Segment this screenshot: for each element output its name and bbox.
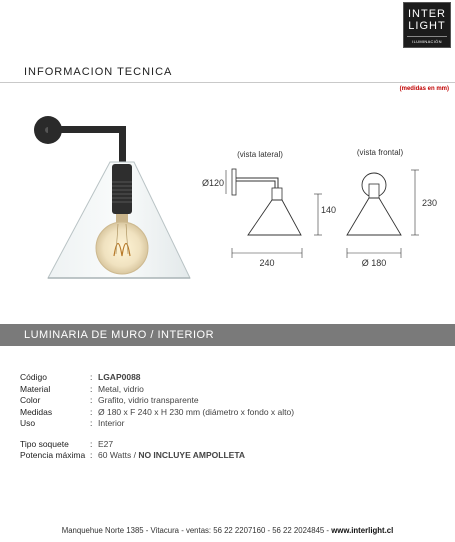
spec-row-codigo xyxy=(20,372,294,384)
dim-diameter: Ø 180 xyxy=(361,258,387,268)
section-title: INFORMACION TECNICA xyxy=(24,66,173,78)
spec-label: Potencia máxima xyxy=(20,450,86,460)
spec-separator: : xyxy=(90,418,93,428)
frontal-view-label: (vista frontal) xyxy=(356,148,404,157)
spec-label: Uso xyxy=(20,418,36,428)
spec-separator: : xyxy=(90,406,93,417)
spec-label: Material xyxy=(20,383,51,394)
socket xyxy=(112,164,132,214)
title-divider xyxy=(0,82,455,83)
spec-row-potencia xyxy=(20,450,294,462)
spec-row-uso xyxy=(20,418,294,430)
spec-label: Medidas xyxy=(20,406,53,417)
product-category-band xyxy=(0,324,455,346)
bulb xyxy=(96,222,148,274)
lateral-view-label: (vista lateral) xyxy=(237,150,283,159)
dim-depth: 240 xyxy=(259,258,275,268)
footer-contact: Manquehue Norte 1385 - Vitacura - ventas: 56 22 2207160 - 56 22 2024845 - xyxy=(61,526,332,535)
spec-value: LGAP0088 xyxy=(98,372,141,382)
spec-separator: : xyxy=(90,395,93,405)
logo-line-2: LIGHT xyxy=(408,20,446,32)
spec-label: Color xyxy=(20,395,41,405)
logo-line-3: ILUMINACIÓN xyxy=(407,36,447,44)
interlight-logo xyxy=(403,2,451,48)
logo-line-1: INTER xyxy=(408,8,446,20)
technical-drawing xyxy=(180,140,455,290)
spec-list xyxy=(20,372,294,462)
spec-separator: : xyxy=(90,438,93,449)
spec-label: Código xyxy=(20,372,47,382)
dim-height-front: 230 xyxy=(422,198,438,208)
spec-value: Interior xyxy=(98,418,125,428)
website-link[interactable]: www.interlight.cl xyxy=(331,526,394,535)
spec-value: Metal, vidrio xyxy=(98,383,144,394)
spec-separator: : xyxy=(90,372,93,382)
units-note: (medidas en mm) xyxy=(399,86,449,92)
spec-row-medidas xyxy=(20,407,294,419)
spec-separator: : xyxy=(90,450,93,460)
spec-value-warning: NO INCLUYE AMPOLLETA xyxy=(138,450,246,460)
lamp-photo xyxy=(28,106,198,296)
spec-value: Grafito, vidrio transparente xyxy=(98,395,199,405)
spec-value: Ø 180 x F 240 x H 230 mm (diámetro x fondo x alto) xyxy=(98,406,295,417)
spec-value: E27 xyxy=(98,438,114,449)
arm xyxy=(48,126,126,133)
dim-height-side: 140 xyxy=(321,205,337,215)
spec-row-color xyxy=(20,395,294,407)
spec-value: 60 Watts / xyxy=(98,450,139,460)
spec-row-soquete xyxy=(20,439,294,451)
product-category-title: LUMINARIA DE MURO / INTERIOR xyxy=(24,329,215,341)
spec-label: Tipo soquete xyxy=(20,438,69,449)
footer xyxy=(0,526,455,535)
spec-separator: : xyxy=(90,383,93,394)
dim-base: Ø120 xyxy=(201,178,224,188)
spec-row-material xyxy=(20,384,294,396)
